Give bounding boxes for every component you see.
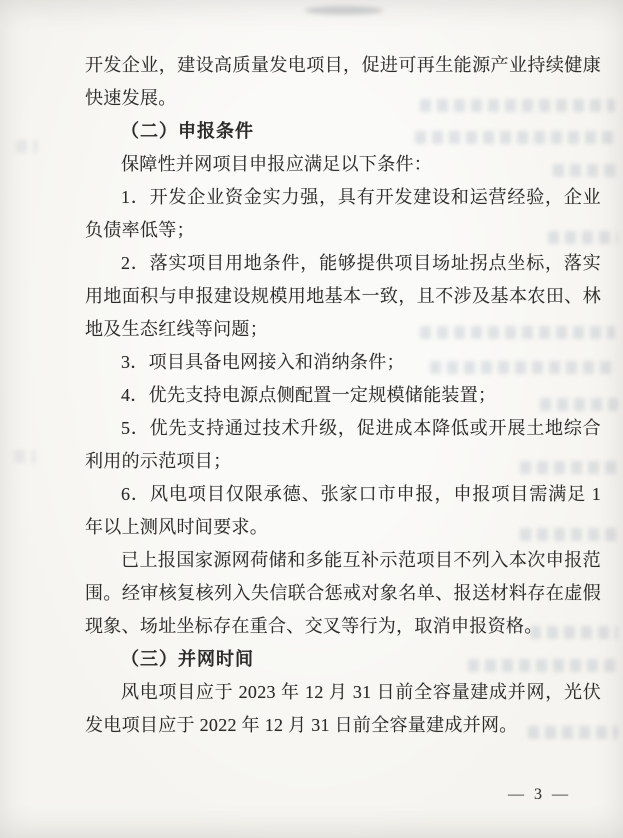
heading-application-conditions: （二）申报条件 xyxy=(121,121,254,141)
condition-item-1: 1．开发企业资金实力强，具有开发建设和运营经验，企业负债率低等； xyxy=(85,187,601,240)
heading-grid-connection-time: （三）并网时间 xyxy=(121,649,254,669)
scan-smudge-artifact xyxy=(305,6,383,15)
condition-item-3: 3．项目具备电网接入和消纳条件； xyxy=(121,352,405,372)
paragraph-deadlines: 风电项目应于 2023 年 12 月 31 日前全容量建成并网，光伏发电项目应于 2022 年 12 月 31 日前全容量建成并网。 xyxy=(85,682,601,735)
document-body xyxy=(85,49,601,742)
paragraph-continuation: 开发企业，建设高质量发电项目，促进可再生能源产业持续健康快速发展。 xyxy=(85,55,601,108)
paragraph-conditions-intro: 保障性并网项目申报应满足以下条件： xyxy=(121,154,433,174)
condition-item-4: 4．优先支持电源点侧配置一定规模储能装置； xyxy=(121,385,497,405)
bleedthrough-artifact xyxy=(16,140,38,153)
paragraph-exclusions: 已上报国家源网荷储和多能互补示范项目不列入本次申报范围。经审核复核列入失信联合惩戒对象名单、报送材料存在虚假现象、场址坐标存在重合、交叉等行为，取消申报资格。 xyxy=(85,550,601,636)
condition-item-5: 5．优先支持通过技术升级，促进成本降低或开展土地综合利用的示范项目； xyxy=(85,418,601,471)
condition-item-6: 6．风电项目仅限承德、张家口市申报，申报项目需满足 1 年以上测风时间要求。 xyxy=(85,484,601,537)
page-number: — 3 — xyxy=(508,786,571,803)
bleedthrough-artifact xyxy=(14,450,36,463)
condition-item-2: 2．落实项目用地条件，能够提供项目场址拐点坐标，落实用地面积与申报建设规模用地基本一致，且不涉及基本农田、林地及生态红线等问题； xyxy=(85,253,601,339)
